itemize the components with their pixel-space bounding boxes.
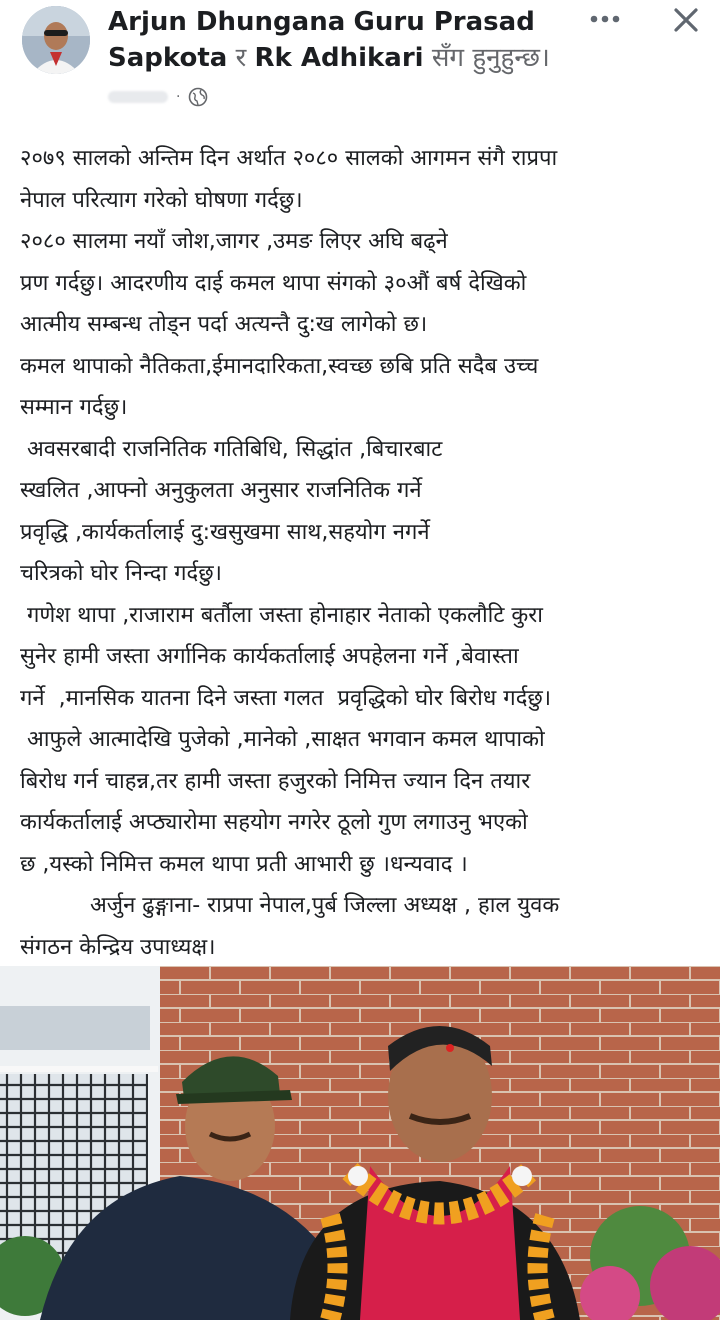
post-header xyxy=(0,0,720,112)
body-line: संगठन केन्द्रिय उपाध्यक्ष। xyxy=(20,934,216,960)
author-avatar[interactable] xyxy=(22,6,90,74)
body-line: कार्यकर्तालाई अप्ठ्यारोमा सहयोग नगरेर ठूलो गुण लगाउनु भएको xyxy=(20,810,528,835)
body-line: आफुले आत्मादेखि पुजेको ,मानेको ,साक्षत भगवान कमल थापाको xyxy=(20,727,545,752)
tagged-person-1[interactable]: Guru Prasad Sapkota xyxy=(108,7,535,73)
body-line: प्रण गर्दछु। आदरणीय दाई कमल थापा संगको ३०औं बर्ष देखिको xyxy=(20,270,527,296)
tagged-person-2[interactable]: Rk Adhikari xyxy=(254,43,424,73)
post-body xyxy=(20,138,710,968)
body-line: नेपाल परित्याग गरेको घोषणा गर्दछु। xyxy=(20,187,303,213)
globe-icon[interactable] xyxy=(188,87,208,107)
more-options-button[interactable] xyxy=(585,4,625,34)
body-line: आत्मीय सम्बन्ध तोड्न पर्दा अत्यन्तै दु:ख लागेको छ। xyxy=(20,312,428,337)
body-line: अर्जुन ढुङ्गाना- राप्रपा नेपाल,पुर्ब जिल्ला अध्यक्ष , हाल युवक xyxy=(20,893,560,918)
body-line: अवसरबादी राजनितिक गतिबिधि, सिद्धांत ,बिचारबाट xyxy=(20,436,443,462)
body-line: छ ,यस्को निमित्त कमल थापा प्रती आभारी छु ।धन्यवाद । xyxy=(20,851,468,877)
close-icon xyxy=(673,7,699,33)
with-text: सँग हुनुहुन्छ। xyxy=(431,43,550,73)
body-line: २०८० सालमा नयाँ जोश,जागर ,उमङ लिएर अघि बढ्ने xyxy=(20,229,448,254)
post-photo[interactable] xyxy=(0,966,720,1320)
body-line: कमल थापाको नैतिकता,ईमानदारिकता,स्वच्छ छबि प्रति सदैब उच्च xyxy=(20,353,539,379)
post-title xyxy=(108,4,578,76)
post-meta xyxy=(108,86,208,108)
body-line: २०७९ सालको अन्तिम दिन अर्थात २०८० सालको आगमन संगै राप्रपा xyxy=(20,146,558,171)
body-line: प्रवृद्धि ,कार्यकर्तालाई दु:खसुखमा साथ,सहयोग नगर्ने xyxy=(20,519,430,545)
close-button[interactable] xyxy=(664,0,708,40)
photo-illustration xyxy=(0,966,720,1320)
timestamp-redacted[interactable] xyxy=(108,91,168,103)
author-name[interactable]: Arjun Dhungana xyxy=(108,7,346,37)
more-horizontal-icon xyxy=(589,14,621,24)
body-line: सम्मान गर्दछु। xyxy=(20,395,128,420)
body-line: चरित्रको घोर निन्दा गर्दछु। xyxy=(20,561,222,586)
body-line: सुनेर हामी जस्ता अर्गानिक कार्यकर्तालाई अपहेलना गर्ने ,बेवास्ता xyxy=(20,644,519,669)
meta-separator: · xyxy=(176,89,181,105)
conjunction-text: र xyxy=(235,43,247,73)
body-line: गणेश थापा ,राजाराम बर्तौला जस्ता होनाहार नेताको एकलौटि कुरा xyxy=(20,602,544,628)
body-line: स्खलित ,आफ्नो अनुकुलता अनुसार राजनितिक गर्ने xyxy=(20,478,422,503)
body-line: गर्ने ,मानसिक यातना दिने जस्ता गलत प्रवृद्धिको घोर बिरोध गर्दछु। xyxy=(20,685,552,711)
body-line: बिरोध गर्न चाहन्न,तर हामी जस्ता हजुरको निमित्त ज्यान दिन तयार xyxy=(20,768,531,794)
